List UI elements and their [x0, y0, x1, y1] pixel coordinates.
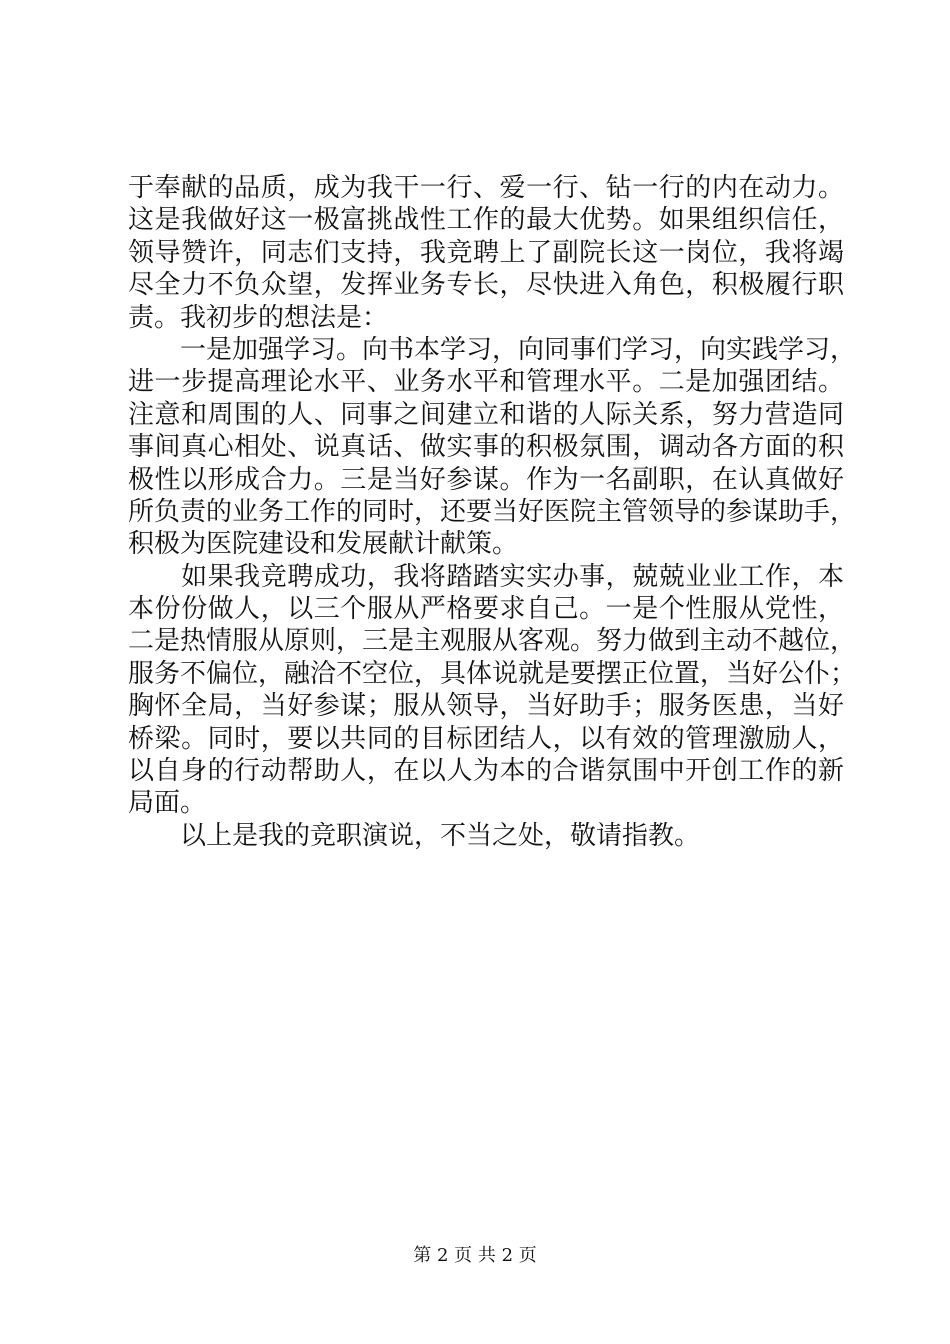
- text-line: 极性以形成合力。三是当好参谋。作为一名副职，在认真做好: [128, 464, 844, 495]
- text-line: 局面。: [128, 788, 207, 819]
- text-line: 尽全力不负众望，发挥业务专长，尽快进入角色，积极履行职: [128, 270, 844, 301]
- text-line: 服务不偏位，融洽不空位，具体说就是要摆正位置，当好公仆；: [128, 658, 857, 689]
- document-body: [128, 172, 857, 852]
- text-line: 事间真心相处、说真话、做实事的积极氛围，调动各方面的积: [128, 432, 844, 463]
- text-line: 以自身的行动帮助人，在以人为本的合谐氛围中开创工作的新: [128, 756, 844, 787]
- text-line: 一是加强学习。向书本学习，向同事们学习，向实践学习，: [128, 334, 857, 365]
- text-line: 注意和周围的人、同事之间建立和谐的人际关系，努力营造同: [128, 399, 844, 430]
- text-line: 这是我做好这一极富挑战性工作的最大优势。如果组织信任，: [128, 205, 844, 236]
- text-line: 以上是我的竞职演说，不当之处，敬请指教。: [128, 820, 701, 851]
- text-line: 责。我初步的想法是：: [128, 302, 389, 333]
- text-line: 所负责的业务工作的同时，还要当好医院主管领导的参谋助手，: [128, 496, 857, 527]
- text-line: 领导赞许，同志们支持，我竞聘上了副院长这一岗位，我将竭: [128, 237, 844, 268]
- text-line: 于奉献的品质，成为我干一行、爱一行、钻一行的内在动力。: [128, 173, 844, 203]
- text-line: 本份份做人，以三个服从严格要求自己。一是个性服从党性，: [128, 594, 844, 625]
- text-line: 二是热情服从原则，三是主观服从客观。努力做到主动不越位，: [128, 626, 857, 657]
- text-line: 积极为医院建设和发展献计献策。: [128, 529, 519, 560]
- text-line: 如果我竞聘成功，我将踏踏实实办事，兢兢业业工作，本: [128, 561, 844, 592]
- text-line: 桥梁。同时，要以共同的目标团结人，以有效的管理激励人，: [128, 723, 844, 754]
- page-footer: 第 2 页 共 2 页: [413, 1245, 537, 1266]
- text-line: 进一步提高理论水平、业务水平和管理水平。二是加强团结。: [128, 367, 844, 398]
- text-line: 胸怀全局，当好参谋；服从领导，当好助手；服务医患，当好: [128, 691, 844, 722]
